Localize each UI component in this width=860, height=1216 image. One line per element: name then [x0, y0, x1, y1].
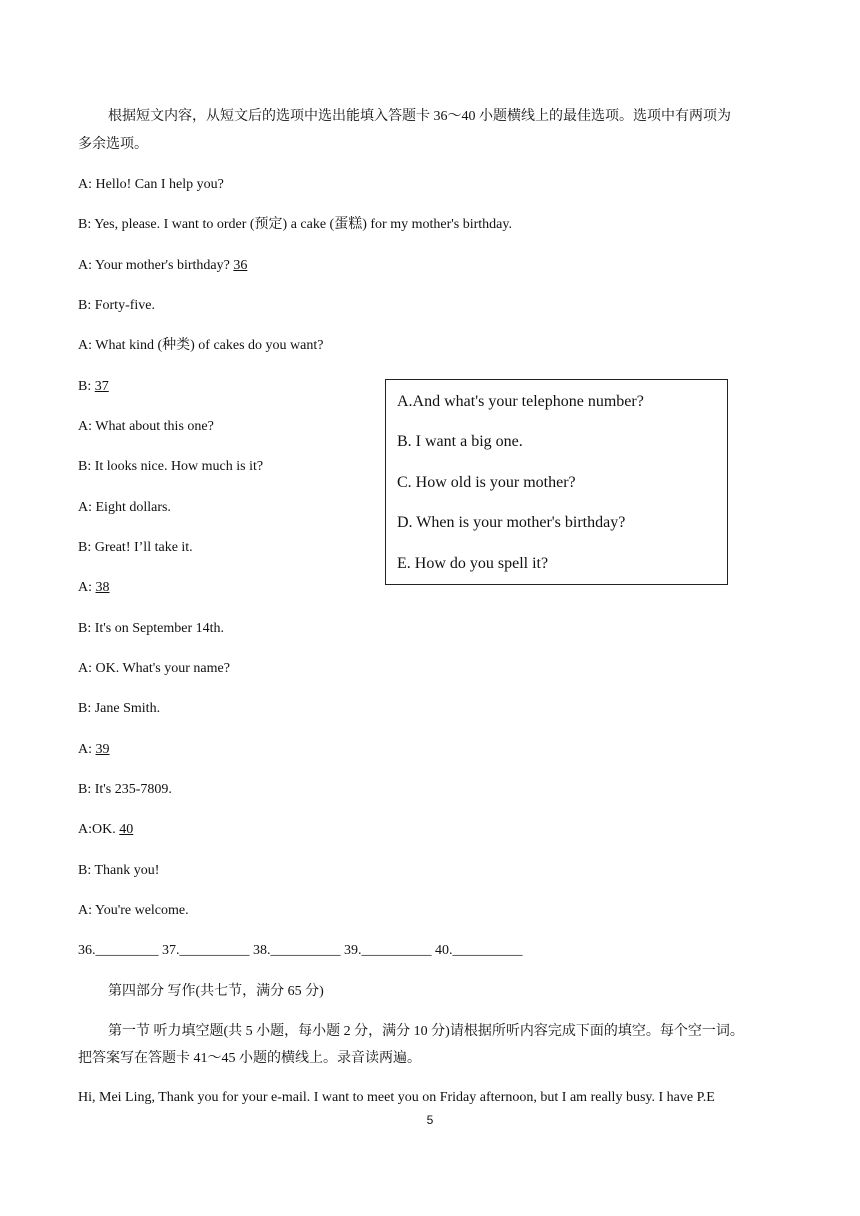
dialogue-line: B: Great! I’ll take it.	[78, 540, 193, 555]
option-a: A.And what's your telephone number?	[397, 393, 644, 410]
dialogue-line: B: Jane Smith.	[78, 701, 161, 716]
blank-40: 40	[119, 822, 134, 837]
option-b: B. I want a big one.	[397, 433, 523, 450]
answer-line: 36._________ 37.__________ 38.__________ 39.__________ 40.__________	[78, 943, 523, 958]
option-d: D. When is your mother's birthday?	[397, 514, 626, 531]
dialogue-line: B: Yes, please. I want to order (预定) a cake (蛋糕) for my mother's birthday.	[78, 217, 512, 232]
instructions-line-2: 多余选项。	[78, 137, 148, 152]
dialogue-line: B: It's on September 14th.	[78, 621, 225, 636]
dialogue-line: A:OK. 40	[78, 822, 134, 837]
dialogue-line: A: You're welcome.	[78, 903, 189, 918]
dialogue-line: B: Thank you!	[78, 863, 160, 878]
dialogue-line: A: Hello! Can I help you?	[78, 177, 224, 192]
option-e: E. How do you spell it?	[397, 555, 549, 572]
options-box	[385, 379, 728, 585]
section1-line-2: 把答案写在答题卡 41～45 小题的横线上。录音读两遍。	[78, 1051, 421, 1066]
passage-line: Hi, Mei Ling, Thank you for your e-mail. I want to meet you on Friday afternoon, but I am really busy. I have P.E	[78, 1090, 715, 1105]
dialogue-line: B: It's 235-7809.	[78, 782, 172, 797]
dialogue-line: A: What kind (种类) of cakes do you want?	[78, 338, 324, 353]
dialogue-line: A: Your mother's birthday? 36	[78, 258, 248, 273]
blank-36: 36	[233, 258, 248, 273]
dialogue-line: A: What about this one?	[78, 419, 214, 434]
option-c: C. How old is your mother?	[397, 474, 576, 491]
blank-37: 37	[94, 379, 109, 394]
dialogue-line: B: Forty-five.	[78, 298, 155, 313]
dialogue-line: A: 38	[78, 580, 110, 595]
page-number: 5	[426, 1113, 434, 1127]
section-title: 第四部分 写作(共七节，满分 65 分)	[108, 984, 324, 999]
dialogue-line: A: 39	[78, 742, 110, 757]
blank-38: 38	[95, 580, 110, 595]
dialogue-line: A: OK. What's your name?	[78, 661, 230, 676]
blank-39: 39	[95, 742, 110, 757]
instructions-line-1: 根据短文内容，从短文后的选项中选出能填入答题卡 36～40 小题横线上的最佳选项。选项中有两项为	[108, 109, 731, 124]
dialogue-line: A: Eight dollars.	[78, 500, 171, 515]
dialogue-line: B: It looks nice. How much is it?	[78, 459, 264, 474]
dialogue-line: B: 37	[78, 379, 109, 394]
section1-line-1: 第一节 听力填空题(共 5 小题，每小题 2 分，满分 10 分)请根据所听内容完成下面的填空。每个空一词。	[108, 1024, 744, 1039]
